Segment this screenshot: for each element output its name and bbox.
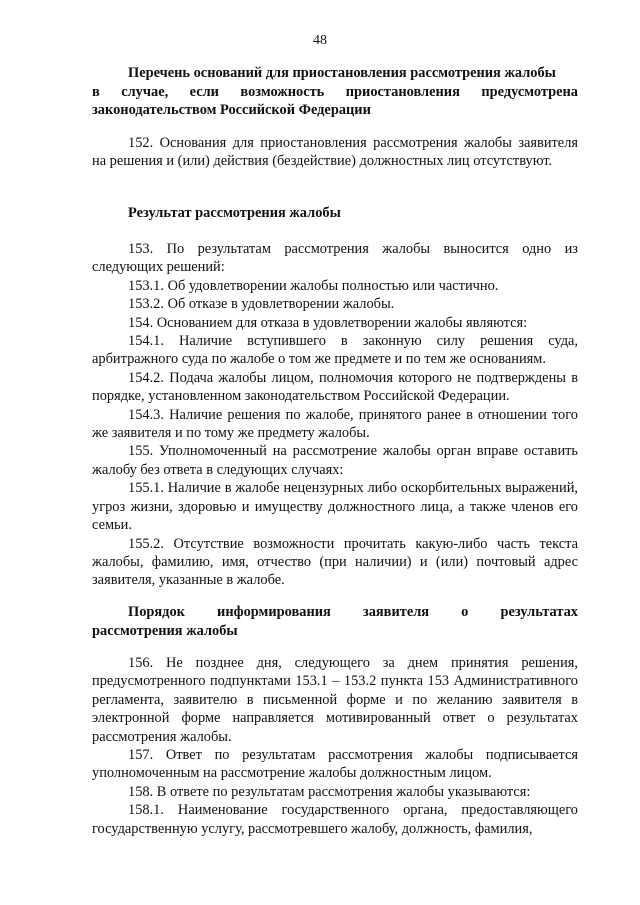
heading-line-2: рассмотрения жалобы [92, 622, 238, 639]
paragraph-153-2: 153.2. Об отказе в удовлетворении жалобы. [128, 296, 395, 313]
heading-suspension-grounds [92, 64, 578, 120]
paragraph-155-2: 155.2. Отсутствие возможности прочитать какую-либо часть текста жалобы, фамилию, имя, отчество (при наличии) и (или) почтовый адрес заявителя, указанные в жалобе. [92, 535, 578, 589]
paragraph-158-1: 158.1. Наименование государственного органа, предоставляющего государственную услугу, рассмотревшего жалобу, должность, фамилия, [92, 802, 578, 837]
page-number: 48 [313, 33, 327, 48]
heading-line-2: в случае, если возможность приостановления предусмотрена законодательством Российской Федерации [92, 83, 578, 118]
paragraph-154-2: 154.2. Подача жалобы лицом, полномочия которого не подтверждены в порядке, установленном законодательством Российской Федерации. [92, 369, 578, 405]
heading-complaint-result: Результат рассмотрения жалобы [128, 205, 341, 221]
paragraph-153: 153. По результатам рассмотрения жалобы выносится одно из следующих решений: [92, 241, 578, 276]
paragraph-154-3: 154.3. Наличие решения по жалобе, принятого ранее в отношении того же заявителя и по тому же предмету жалобы. [92, 406, 578, 442]
heading-inform-applicant [92, 603, 578, 640]
paragraph-158: 158. В ответе по результатам рассмотрения жалобы указываются: [128, 783, 531, 800]
inform-section [92, 654, 578, 838]
paragraph-155-1: 155.1. Наличие в жалобе нецензурных либо оскорбительных выражений, угроз жизни, здоровью и имуществу должностного лица, а также членов его семьи. [92, 480, 578, 534]
paragraph-154-1: 154.1. Наличие вступившего в законную силу решения суда, арбитражного суда по жалобе о том же предмете и по тем же основаниям. [92, 333, 578, 368]
result-section [92, 240, 578, 590]
paragraph-157: 157. Ответ по результатам рассмотрения жалобы подписывается уполномоченным на рассмотрение жалобы должностным лицом. [92, 747, 578, 782]
paragraph-152: 152. Основания для приостановления рассмотрения жалобы заявителя на решения и (или) действия (бездействие) должностных лиц отсутствуют. [92, 135, 578, 170]
paragraph-155: 155. Уполномоченный на рассмотрение жалобы орган вправе оставить жалобу без ответа в следующих случаях: [92, 443, 578, 478]
paragraph-153-1: 153.1. Об удовлетворении жалобы полностью или частично. [128, 277, 499, 294]
paragraph-154: 154. Основанием для отказа в удовлетворении жалобы являются: [128, 314, 528, 331]
paragraph-156: 156. Не позднее дня, следующего за днем принятия решения, предусмотренного подпунктами 153.1 – 153.2 пункта 153 Административного регламента, заявителю в письменной форме и по желанию заявителя в электронной форме направляется мотивированный ответ о результатах рассмотрения жалобы. [92, 655, 578, 745]
heading-line-1: Порядок информирования заявителя о результатах [128, 604, 578, 620]
heading-line-1: Перечень оснований для приостановления рассмотрения жалобы [128, 65, 556, 81]
